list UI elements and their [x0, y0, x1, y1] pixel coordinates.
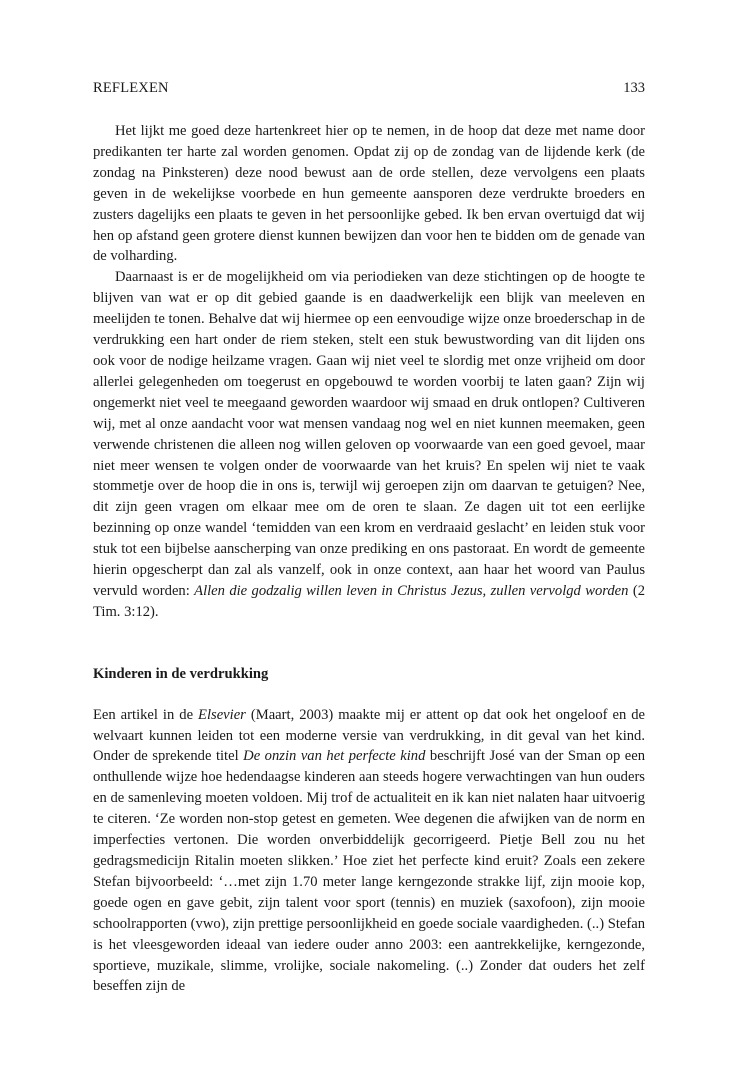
paragraph-3-text-a: Een artikel in de	[93, 706, 199, 723]
paragraph-3-text-b: (Maart, 2003) maakte mij er attent op dat ook het ongeloof en de welvaart kunnen leiden tot een moderne versie van verdrukking, in dit geval van het kind. Onder de sprekende titel	[93, 706, 646, 765]
bible-quote: Allen die godzalig willen leven in Christus Jezus, zullen vervolgd worden	[194, 582, 629, 599]
paragraph-1: Het lijkt me goed deze hartenkreet hier op te nemen, in de hoop dat deze met name door predikanten ter harte zal worden genomen. Opdat zij op de zondag van de lijdende kerk (de zondag na Pinksteren) deze nood bewust aan de orde stellen, deze vervolgens een plaats geven in de wekelijkse voorbede en hun gemeente aansporen deze verdrukte broeders en zusters dagelijks een plaats te geven in het persoonlijke gebed. Ik ben ervan overtuigd dat wij hen op afstand geen grotere dienst kunnen bewijzen dan voor hen te bidden om de genade van de volharding.	[93, 123, 645, 265]
section-heading: Kinderen in de verdrukking	[93, 665, 269, 682]
paragraph-2-text: Daarnaast is er de mogelijkheid om via periodieken van deze stichtingen op de hoogte te blijven van wat er op dit gebied gaande is en daadwerkelijk een blijk van meeleven en meelijden te tonen. Behalve dat wij hiermee op een eenvoudige wijze onze broederschap in de verdrukking een hart onder de riem steken, stelt een stuk bewustwording van dit lijden ons ook voor de nodige heilzame vragen. Gaan wij niet veel te slordig met onze vrijheid om door allerlei gelegenheden om toegerust en opgebouwd te worden voorbij te laten gaan? Zijn wij ongemerkt niet veel te meegaand geworden waardoor wij smaad en druk ontlopen? Cultiveren wij, met al onze aandacht voor wat mensen vandaag nog wel en niet kunnen meemaken, geen verwende christenen die alleen nog willen geloven op voorwaarde van een goed gevoel, maar niet meer wensen te volgen onder de voorwaarde van het kruis? En spelen wij niet te vaak stommetje over de hoop die in ons is, terwijl wij geroepen zijn om daarvan te getuigen? Nee, dit zijn geen vragen om elkaar mee om de oren te slaan. Ze dagen uit tot een eerlijke bezinning op onze wandel ‘temidden van een krom en verdraaid geslacht’ en leiden stuk voor stuk tot een bijbelse aanscherping van onze prediking en ons pastoraat. En wordt de gemeente hierin opgescherpt dan zal als vanzelf, ook in onze context, aan haar het woord van Paulus vervuld worden:	[93, 269, 645, 599]
paragraph-2	[93, 267, 645, 622]
magazine-title: Elsevier	[198, 706, 246, 723]
bible-reference: (2 Tim. 3:12).	[93, 582, 645, 620]
paragraph-3	[93, 705, 645, 998]
article-title: De onzin van het perfecte kind	[243, 748, 426, 765]
body-text	[93, 121, 645, 997]
running-title: REFLEXEN	[93, 80, 169, 96]
paragraph-3-text-c: beschrijft José van der Sman op een onthullende wijze hoe hedendaagse kinderen aan steeds hogere verwachtingen van hun ouders en de samenleving moeten voldoen. Mij trof de actualiteit en ik kan niet nalaten haar uitvoerig te citeren. ‘Ze worden non-stop getest en gemeten. Wee degenen die afwijken van de norm en imperfecties vertonen. Die worden onverbiddelijk gecorrigeerd. Pietje Bell zou nu het gedragsmedicijn Ritalin moeten slikken.’ Hoe ziet het perfecte kind eruit? Zoals een zekere Stefan bijvoorbeeld: ‘…met zijn 1.70 meter lange kerngezonde strakke lijf, zijn mooie kop, goede ogen en gave gebit, zijn talent voor sport (tennis) en muziek (saxofoon), zijn mooie schoolrapporten (vwo), zijn prettige persoonlijkheid en goede sociale vaardigheden. (..) Stefan is het vleesgeworden ideaal van iedere ouder anno 2003: een aantrekkelijke, kerngezonde, sportieve, muzikale, slimme, vrolijke, sociale nakomeling. (..) Zonder dat ouders het zelf beseffen zijn de	[93, 748, 646, 995]
page-number: 133	[623, 80, 645, 96]
